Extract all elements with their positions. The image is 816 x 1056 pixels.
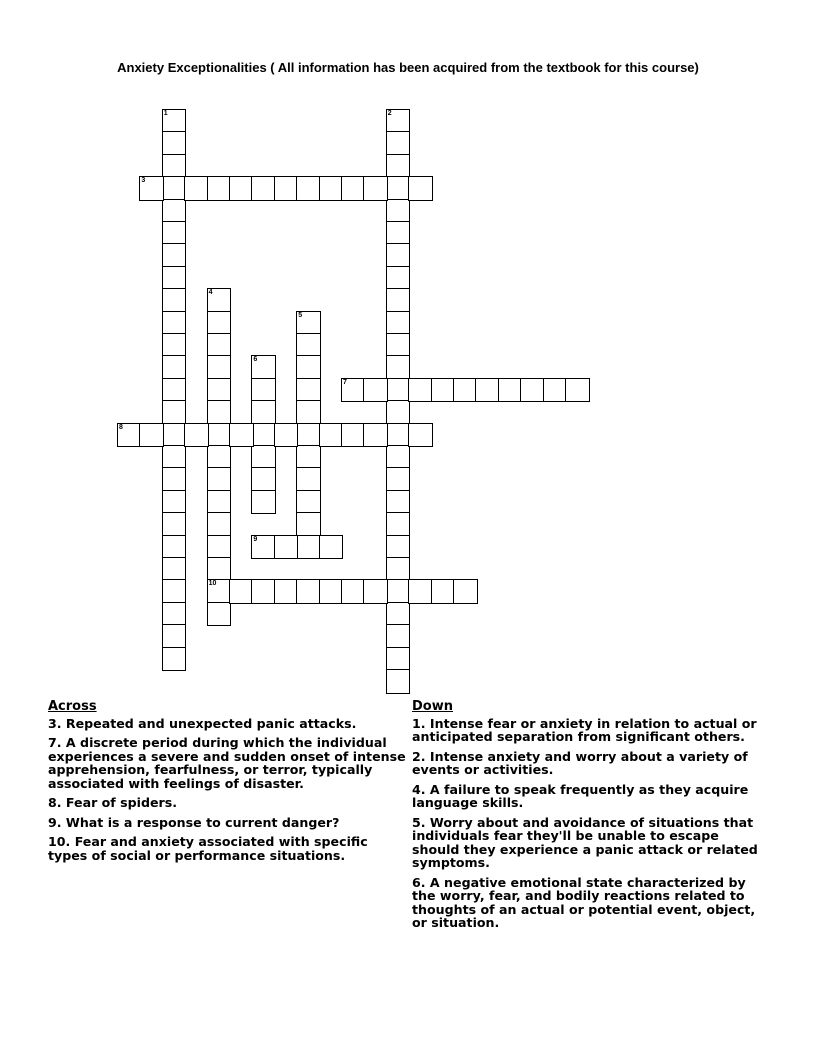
grid-cell[interactable] — [296, 333, 321, 358]
grid-cell[interactable] — [386, 243, 411, 268]
grid-cell[interactable] — [207, 467, 232, 492]
grid-cell[interactable] — [162, 490, 187, 515]
grid-cell[interactable] — [319, 579, 344, 604]
grid-cell[interactable] — [319, 423, 344, 448]
grid-cell[interactable] — [251, 579, 276, 604]
grid-cell[interactable] — [408, 579, 433, 604]
grid-cell[interactable] — [296, 579, 321, 604]
clue-number: 1 — [163, 110, 168, 117]
grid-cell[interactable] — [207, 333, 232, 358]
grid-cell[interactable] — [296, 467, 321, 492]
grid-cell[interactable] — [251, 176, 276, 201]
grid-cell[interactable] — [207, 288, 232, 313]
grid-cell[interactable] — [207, 355, 232, 380]
grid-cell[interactable] — [274, 176, 299, 201]
grid-cell[interactable] — [162, 355, 187, 380]
grid-cell[interactable] — [319, 176, 344, 201]
grid-cell[interactable] — [341, 579, 366, 604]
grid-cell[interactable] — [207, 557, 232, 582]
grid-cell[interactable] — [386, 333, 411, 358]
grid-cell[interactable] — [229, 176, 254, 201]
grid-cell[interactable] — [386, 423, 411, 448]
grid-cell[interactable] — [453, 579, 478, 604]
grid-cell[interactable] — [251, 490, 276, 515]
grid-cell[interactable] — [296, 311, 321, 336]
grid-cell[interactable] — [207, 602, 232, 627]
grid-cell[interactable] — [408, 423, 433, 448]
down-clues — [412, 700, 768, 936]
grid-cell[interactable] — [386, 355, 411, 380]
grid-cell[interactable] — [363, 176, 388, 201]
clue-number: 4 — [208, 289, 213, 297]
grid-cell[interactable] — [184, 423, 209, 448]
grid-cell[interactable] — [184, 176, 209, 201]
clue-number: 9 — [253, 535, 258, 543]
down-clue-2: 2. Intense anxiety and worry about a variety of events or activities. — [412, 748, 748, 777]
grid-cell[interactable] — [386, 512, 411, 537]
grid-cell[interactable] — [251, 400, 276, 425]
across-clue-3: 3. Repeated and unexpected panic attacks. — [48, 715, 357, 731]
grid-cell[interactable] — [162, 579, 187, 604]
grid-cell[interactable] — [386, 445, 411, 470]
down-heading: Down — [412, 699, 453, 714]
grid-cell[interactable] — [162, 557, 187, 582]
grid-cell[interactable] — [162, 512, 187, 537]
across-clue-7: 7. A discrete period during which the individual experiences a severe and sudden onset of intense apprehension, fearfulness, or terror, typically associated with feelings of disaster. — [48, 735, 406, 791]
grid-cell[interactable] — [207, 311, 232, 336]
grid-cell[interactable] — [207, 535, 232, 560]
grid-cell[interactable] — [162, 311, 187, 336]
grid-cell[interactable] — [341, 176, 366, 201]
grid-cell[interactable] — [162, 467, 187, 492]
grid-cell[interactable] — [408, 176, 433, 201]
grid-cell[interactable] — [139, 423, 164, 448]
grid-cell[interactable] — [543, 378, 568, 403]
grid-cell[interactable] — [319, 535, 344, 560]
grid-cell[interactable] — [386, 288, 411, 313]
down-clue-5: 5. Worry about and avoidance of situations that individuals fear they'll be unable to escape should they experience a panic attack or related symptoms. — [412, 814, 758, 870]
grid-cell[interactable] — [386, 579, 411, 604]
grid-cell[interactable] — [341, 378, 366, 403]
grid-cell[interactable] — [475, 378, 500, 403]
grid-cell[interactable] — [386, 131, 411, 156]
clue-number: 2 — [387, 110, 392, 117]
grid-cell[interactable] — [431, 579, 456, 604]
grid-cell[interactable] — [229, 579, 254, 604]
grid-cell[interactable] — [386, 602, 411, 627]
grid-cell[interactable] — [296, 535, 321, 560]
grid-cell[interactable] — [386, 311, 411, 336]
grid-cell[interactable] — [207, 490, 232, 515]
grid-cell[interactable] — [386, 266, 411, 291]
grid-cell[interactable] — [274, 535, 299, 560]
across-clues — [48, 700, 408, 868]
across-clue-9: 9. What is a response to current danger? — [48, 814, 340, 830]
grid-cell[interactable] — [162, 243, 187, 268]
grid-cell[interactable] — [162, 154, 187, 179]
grid-cell[interactable] — [386, 647, 411, 672]
grid-cell[interactable] — [431, 378, 456, 403]
grid-cell[interactable] — [251, 535, 276, 560]
grid-cell[interactable] — [207, 378, 232, 403]
grid-cell[interactable] — [162, 624, 187, 649]
grid-cell[interactable] — [274, 579, 299, 604]
grid-cell[interactable] — [386, 557, 411, 582]
across-clue-10: 10. Fear and anxiety associated with specific types of social or performance situations. — [48, 834, 368, 863]
clue-number: 7 — [343, 378, 347, 386]
clue-number: 8 — [119, 423, 123, 431]
grid-cell[interactable] — [251, 355, 276, 380]
grid-cell[interactable] — [162, 535, 187, 560]
down-clue-4: 4. A failure to speak frequently as they acquire language skills. — [412, 781, 749, 810]
grid-cell[interactable] — [162, 378, 187, 403]
grid-cell[interactable] — [565, 378, 590, 403]
grid-cell[interactable] — [386, 221, 411, 246]
grid-cell[interactable] — [386, 154, 411, 179]
grid-cell[interactable] — [296, 490, 321, 515]
grid-cell[interactable] — [296, 400, 321, 425]
grid-cell[interactable] — [296, 355, 321, 380]
grid-cell[interactable] — [386, 378, 411, 403]
grid-cell[interactable] — [207, 445, 232, 470]
grid-cell[interactable] — [162, 602, 187, 627]
grid-cell[interactable] — [296, 445, 321, 470]
grid-cell[interactable] — [251, 378, 276, 403]
grid-cell[interactable] — [162, 400, 187, 425]
grid-cell[interactable] — [162, 176, 187, 201]
grid-cell[interactable] — [520, 378, 545, 403]
down-clue-1: 1. Intense fear or anxiety in relation to actual or anticipated separation from significant others. — [412, 715, 757, 744]
grid-cell[interactable] — [139, 176, 164, 201]
grid-cell[interactable] — [386, 199, 411, 224]
grid-cell[interactable] — [162, 221, 187, 246]
down-clue-6: 6. A negative emotional state characterized by the worry, fear, and bodily reactions related to thoughts of an actual or potential event, object, or situation. — [412, 874, 756, 930]
grid-cell[interactable] — [386, 109, 411, 134]
grid-cell[interactable] — [386, 467, 411, 492]
grid-cell[interactable] — [207, 400, 232, 425]
grid-cell[interactable] — [117, 423, 142, 448]
grid-cell[interactable] — [363, 579, 388, 604]
grid-cell[interactable] — [274, 423, 299, 448]
clue-number: 3 — [141, 177, 146, 185]
grid-cell[interactable] — [162, 423, 187, 448]
grid-cell[interactable] — [296, 378, 321, 403]
grid-cell[interactable] — [341, 423, 366, 448]
grid-cell[interactable] — [296, 176, 321, 201]
grid-cell[interactable] — [453, 378, 478, 403]
grid-cell[interactable] — [251, 423, 276, 448]
grid-cell[interactable] — [386, 400, 411, 425]
grid-cell[interactable] — [162, 647, 187, 672]
grid-cell[interactable] — [162, 445, 187, 470]
grid-cell[interactable] — [408, 378, 433, 403]
clue-number: 10 — [208, 580, 217, 588]
grid-cell[interactable] — [386, 669, 411, 694]
grid-cell[interactable] — [363, 378, 388, 403]
grid-cell[interactable] — [162, 288, 187, 313]
grid-cell[interactable] — [162, 266, 187, 291]
across-clue-8: 8. Fear of spiders. — [48, 795, 178, 810]
grid-cell[interactable] — [229, 423, 254, 448]
grid-cell[interactable] — [363, 423, 388, 448]
grid-cell[interactable] — [207, 512, 232, 537]
grid-cell[interactable] — [386, 490, 411, 515]
grid-cell[interactable] — [498, 378, 523, 403]
grid-cell[interactable] — [251, 445, 276, 470]
grid-cell[interactable] — [162, 199, 187, 224]
grid-cell[interactable] — [162, 131, 187, 156]
grid-cell[interactable] — [207, 176, 232, 201]
grid-cell[interactable] — [251, 467, 276, 492]
grid-cell[interactable] — [162, 109, 187, 134]
puzzle-title: Anxiety Exceptionalities ( All information has been acquired from the textbook for this course) — [117, 60, 699, 75]
grid-cell[interactable] — [386, 624, 411, 649]
across-heading: Across — [48, 699, 97, 714]
grid-cell[interactable] — [207, 423, 232, 448]
grid-cell[interactable] — [207, 579, 232, 604]
grid-cell[interactable] — [386, 535, 411, 560]
clue-number: 5 — [298, 311, 303, 319]
grid-cell[interactable] — [386, 176, 411, 201]
grid-cell[interactable] — [296, 423, 321, 448]
grid-cell[interactable] — [162, 333, 187, 358]
grid-cell[interactable] — [296, 512, 321, 537]
clue-number: 6 — [253, 356, 258, 364]
